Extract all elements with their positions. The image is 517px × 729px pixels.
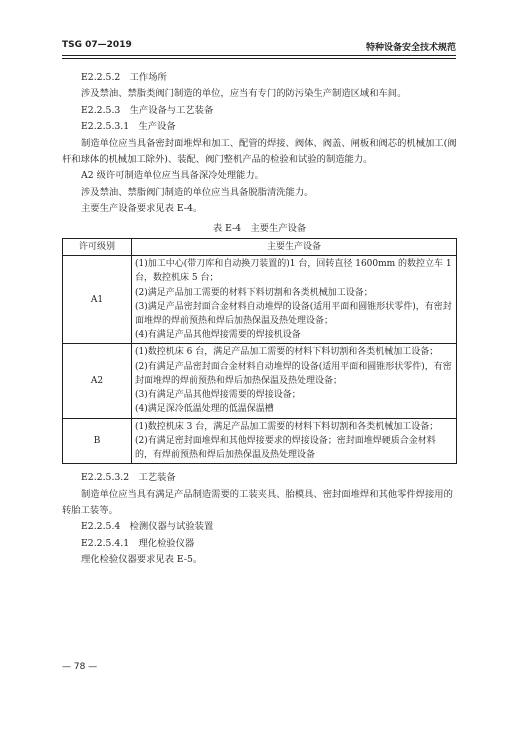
page-header [62,40,456,54]
standard-code: TSG 07—2019 [62,40,132,50]
equipment-item: (2)满足产品加工需要的材料下料切割和各类机械加工设备； [135,287,373,298]
section-heading: E2.2.5.3 生产设备与工艺装备 [81,104,214,116]
paragraph: 涉及禁油、禁脂阀门制造的单位应当具备脱脂清洗能力。 [81,186,314,198]
permit-level: B [63,418,132,464]
page-content [62,70,457,569]
section-heading: E2.2.5.3.1 生产设备 [81,121,176,133]
table-row [63,418,457,464]
equipment-item: (1)数控机床 6 台，满足产品加工需要的材料下料切割和各类机械加工设备； [135,347,439,358]
equipment-item: (1)加工中心(带刀库和自动换刀装置的)1 台，回转直径 1600mm 的数控立车 1 台，数控机床 5 台； [135,259,452,284]
paragraph: 涉及禁油、禁脂类阀门制造的单位，应当有专门的防污染生产制造区域和车间。 [81,88,407,100]
permit-level: A2 [63,344,132,418]
table-header-row [63,239,457,256]
table-caption: 表 E-4 主要生产设备 [212,222,307,234]
table-row [63,256,457,344]
equipment-item: (3)有满足产品其他焊接需要的焊接设备； [135,390,301,401]
equipment-cell [132,344,457,418]
column-header-level: 许可级别 [63,239,132,256]
equipment-item: (4)有满足产品其他焊接需要的焊接机设备 [135,330,301,341]
production-equipment-table [62,238,457,464]
column-header-equipment: 主要生产设备 [132,239,457,256]
section-heading: E2.2.5.4 检测仪器与试验装置 [81,521,214,533]
page-number: — 78 — [62,662,98,672]
equipment-item: (2)有满足产品密封面合金材料自动堆焊的设备(适用平面和圆锥形状零件)，有密封面堆焊的焊前预热和焊后加热保温及热处理设备； [135,361,452,386]
permit-level: A1 [63,256,132,344]
paragraph: 理化检验仪器要求见表 E-5。 [81,554,203,566]
paragraph: 制造单位应当具有满足产品制造需要的工装夹具、胎模具、密封面堆焊和其他零件焊接用的转胎工装等。 [62,488,453,516]
equipment-item: (2)有满足密封面堆焊和其他焊接要求的焊接设备；密封面堆焊硬质合金材料的，有焊前预热和焊后加热保温及热处理设备 [135,435,436,460]
equipment-item: (4)满足深冷低温处理的低温保温槽 [135,404,274,415]
equipment-cell [132,256,457,344]
paragraph: 制造单位应当具备密封面堆焊和加工、配管的焊接、阀体、阀盖、闸板和阀芯的机械加工(阀杆和球体的机械加工除外)、装配、阀门整机产品的检验和试验的制造能力。 [62,137,457,166]
header-rule-thin [62,58,456,59]
equipment-item: (3)满足产品密封面合金材料自动堆焊的设备(适用平面和圆锥形状零件)，有密封面堆焊的焊前预热和焊后加热保温及热处理设备； [135,301,452,327]
equipment-item: (1)数控机床 3 台，满足产品加工需要的材料下料切割和各类机械加工设备； [135,421,439,432]
paragraph: 主要生产设备要求见表 E-4。 [81,203,203,215]
header-rule-thick [62,55,456,56]
section-heading: E2.2.5.3.2 工艺装备 [81,472,176,484]
equipment-cell [132,418,457,464]
section-heading: E2.2.5.2 工作场所 [81,72,167,83]
header-title: 特种设备安全技术规范 [365,43,456,53]
paragraph: A2 级许可制造单位应当具备深冷处理能力。 [81,170,264,182]
section-heading: E2.2.5.4.1 理化检验仪器 [81,537,195,549]
table-row [63,344,457,418]
